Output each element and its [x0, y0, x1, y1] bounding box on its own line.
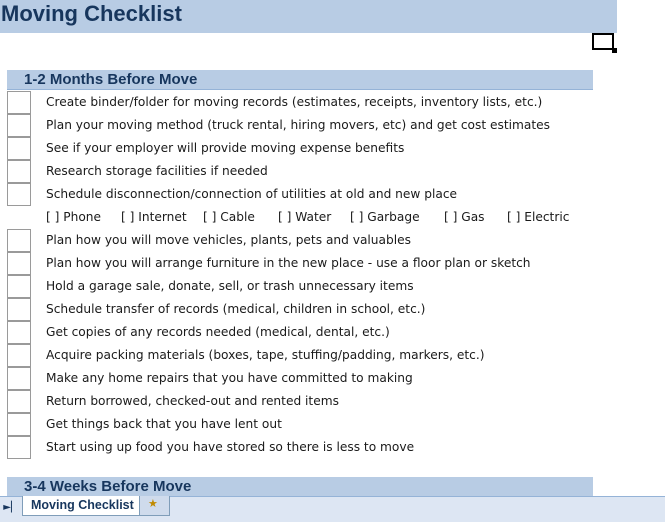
- title-band: [0, 0, 617, 33]
- checkbox[interactable]: [7, 436, 31, 459]
- list-item: [0, 413, 600, 436]
- list-item: [0, 91, 600, 114]
- utility-option[interactable]: [ ] Electric: [507, 210, 570, 224]
- checkbox[interactable]: [7, 229, 31, 252]
- item-text: Create binder/folder for moving records (estimates, receipts, inventory lists, etc.): [46, 95, 543, 109]
- section-label: 3-4 Weeks Before Move: [24, 478, 192, 495]
- checkbox[interactable]: [7, 275, 31, 298]
- item-text: Schedule transfer of records (medical, children in school, etc.): [46, 302, 426, 316]
- list-item: [0, 390, 600, 413]
- fill-handle[interactable]: [612, 48, 617, 53]
- item-text: Schedule disconnection/connection of utilities at old and new place: [46, 187, 458, 201]
- list-item: [0, 183, 600, 206]
- checkbox[interactable]: [7, 160, 31, 183]
- list-item: [0, 321, 600, 344]
- insert-sheet-tab[interactable]: [140, 496, 170, 516]
- item-text: Return borrowed, checked-out and rented items: [46, 394, 339, 408]
- list-item: [0, 298, 600, 321]
- page-title: Moving Checklist: [1, 1, 182, 26]
- list-item: [0, 275, 600, 298]
- item-text: Plan your moving method (truck rental, hiring movers, etc) and get cost estimates: [46, 118, 550, 132]
- checkbox[interactable]: [7, 137, 31, 160]
- checkbox[interactable]: [7, 413, 31, 436]
- last-sheet-arrow-icon[interactable]: ►▏: [3, 502, 19, 513]
- item-text: Get things back that you have lent out: [46, 417, 282, 431]
- list-item: [0, 436, 600, 459]
- list-item: [0, 229, 600, 252]
- sheet-tab-bar: [0, 496, 665, 522]
- list-item: [0, 367, 600, 390]
- item-text: Plan how you will move vehicles, plants, pets and valuables: [46, 233, 411, 247]
- item-text: Acquire packing materials (boxes, tape, stuffing/padding, markers, etc.): [46, 348, 485, 362]
- tab-label: Moving Checklist: [31, 498, 134, 512]
- checkbox[interactable]: [7, 390, 31, 413]
- item-text: Plan how you will arrange furniture in the new place - use a floor plan or sketch: [46, 256, 531, 270]
- checkbox[interactable]: [7, 344, 31, 367]
- section-header-1-2-months: [7, 70, 593, 90]
- list-item: [0, 114, 600, 137]
- insert-sheet-icon: ★: [148, 497, 158, 510]
- tab-bar-empty-area: [170, 501, 665, 513]
- checkbox[interactable]: [7, 367, 31, 390]
- list-item: [0, 137, 600, 160]
- utility-option[interactable]: [ ] Cable: [203, 210, 255, 224]
- section-label: 1-2 Months Before Move: [24, 71, 198, 88]
- checkbox[interactable]: [7, 298, 31, 321]
- item-text: See if your employer will provide moving expense benefits: [46, 141, 405, 155]
- list-item: [0, 160, 600, 183]
- utility-option[interactable]: [ ] Garbage: [350, 210, 420, 224]
- checkbox[interactable]: [7, 114, 31, 137]
- list-item: [0, 252, 600, 275]
- utilities-row: [0, 206, 600, 229]
- utility-option[interactable]: [ ] Phone: [46, 210, 102, 224]
- checkbox[interactable]: [7, 321, 31, 344]
- section-header-3-4-weeks: [7, 477, 593, 497]
- checkbox[interactable]: [7, 183, 31, 206]
- item-text: Research storage facilities if needed: [46, 164, 268, 178]
- list-item: [0, 344, 600, 367]
- utility-option[interactable]: [ ] Gas: [444, 210, 485, 224]
- tab-moving-checklist[interactable]: [22, 496, 140, 516]
- checkbox[interactable]: [7, 91, 31, 114]
- item-text: Get copies of any records needed (medical, dental, etc.): [46, 325, 390, 339]
- item-text: Start using up food you have stored so there is less to move: [46, 440, 415, 454]
- utility-option[interactable]: [ ] Internet: [121, 210, 187, 224]
- checkbox[interactable]: [7, 252, 31, 275]
- selected-cell[interactable]: [592, 33, 614, 50]
- utility-option[interactable]: [ ] Water: [278, 210, 332, 224]
- item-text: Make any home repairs that you have committed to making: [46, 371, 413, 385]
- item-text: Hold a garage sale, donate, sell, or trash unnecessary items: [46, 279, 414, 293]
